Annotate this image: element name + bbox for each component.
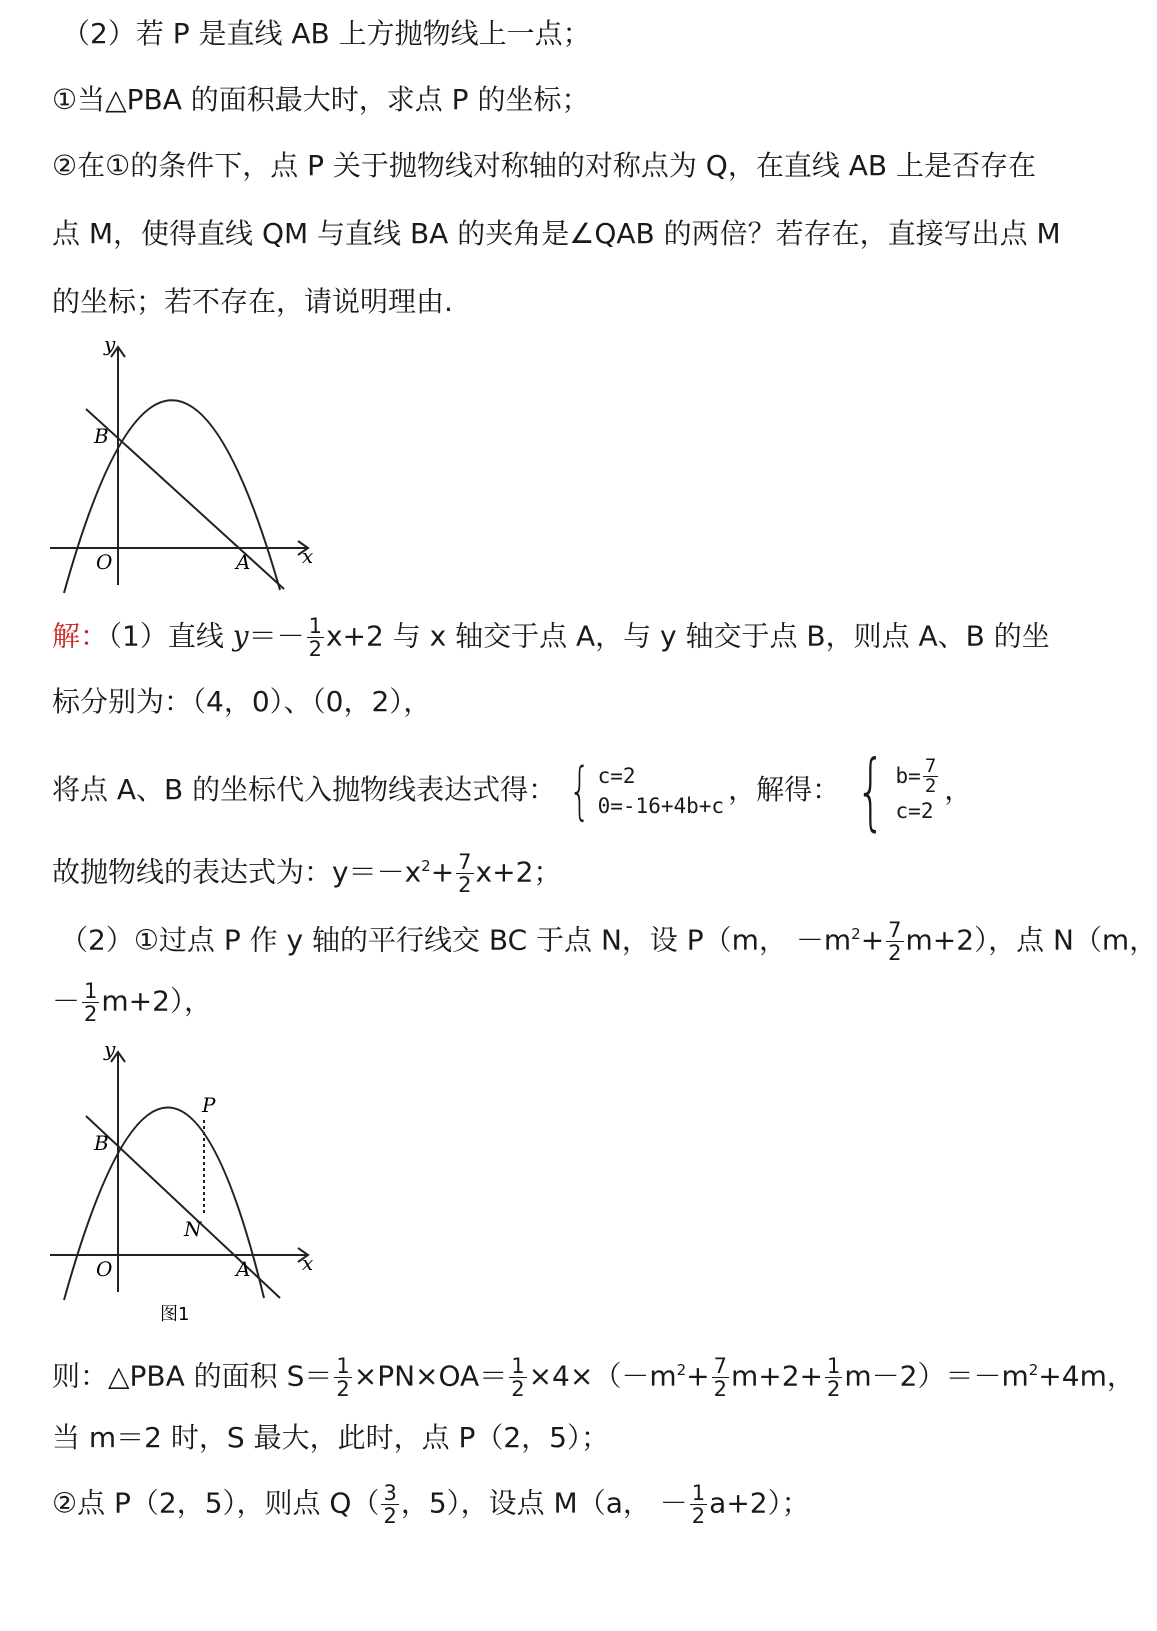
solution-line5: （2）①过点 P 作 y 轴的平行线交 BC 于点 N，设 P（m， $-m^2+$ $\frac{7}{2}$ m+2），点 N（m， [60, 917, 1157, 965]
solution-label: 解： [52, 619, 109, 653]
label-p: P [202, 1093, 216, 1117]
equation-system-1: { c=2 0=-16+4b+c [569, 754, 725, 827]
graph-2 [40, 1037, 330, 1330]
label-n: N [184, 1217, 202, 1241]
problem-q2-line2: 点 M，使得直线 QM 与直线 BA 的夹角是∠QAB 的两倍？若存在，直接写出点 M [52, 217, 1061, 250]
equation-system-2: { b= $\frac{7}{2}$ c=2 [856, 742, 937, 840]
fraction-half: $\frac{1}{2}$ [308, 614, 322, 661]
label-a: A [236, 1257, 251, 1281]
s3-pre: 将点 A、B 的坐标代入抛物线表达式得： [52, 773, 557, 806]
solution-line1 [52, 615, 1050, 660]
solution-line3 [52, 742, 1050, 840]
label-a: A [236, 550, 251, 574]
problem-q1: ①当△PBA 的面积最大时，求点 P 的坐标； [52, 83, 590, 116]
s1-pre: （1）直线 [108, 619, 233, 653]
label-origin: O [96, 1257, 113, 1281]
figure-caption: 图1 [160, 1304, 190, 1325]
label-b: B [94, 1131, 109, 1155]
line-ab [86, 409, 284, 589]
s1-eq: ＝－ [248, 619, 305, 653]
s3-mid: ，解得： [728, 773, 841, 806]
problem-q2-line3: 的坐标；若不存在，请说明理由. [52, 285, 453, 318]
problem-q2-line1: ②在①的条件下，点 P 关于抛物线对称轴的对称点为 Q，在直线 AB 上是否存在 [52, 149, 1036, 182]
label-y: y [104, 332, 116, 356]
label-y: y [104, 1037, 116, 1061]
solution-line2: 标分别为：（4，0）、（0，2）， [52, 685, 432, 718]
label-x: x [302, 1251, 314, 1275]
solution-line9: ②点 P（2，5），则点 Q（ $\frac{3}{2}$ ，5），设点 M（a， － $\frac{1}{2}$ a+2）； [52, 1481, 810, 1528]
s1-post: x+2 与 x 轴交于点 A，与 y 轴交于点 B，则点 A、B 的坐 [325, 619, 1050, 653]
graph-1 [40, 332, 330, 600]
solution-line4: 故抛物线的表达式为：$y=-x^2+$ $\frac{7}{2}$ x+2； [52, 849, 562, 897]
label-b: B [94, 424, 109, 448]
label-x: x [302, 544, 314, 568]
solution-line6: － $\frac{1}{2}$ m+2）， [52, 979, 212, 1026]
solution-line7: 则：△PBA 的面积 S＝ $\frac{1}{2}$ ×PN×OA＝ $\frac{1}{2}$ $\times 4\times(-m^2+$ $\frac{7}{2}$ m+2+ $\frac{1}{2}$ $m-2)=-m^2+4m$， [52, 1353, 1135, 1401]
solution-line8: 当 m＝2 时，S 最大，此时，点 P（2，5）； [52, 1421, 609, 1454]
s1-y: y [232, 619, 249, 653]
s3-end: ， [944, 773, 973, 806]
label-origin: O [96, 550, 113, 574]
problem-part2: （2）若 P 是直线 AB 上方抛物线上一点； [62, 17, 591, 50]
line-ab [86, 1116, 280, 1298]
